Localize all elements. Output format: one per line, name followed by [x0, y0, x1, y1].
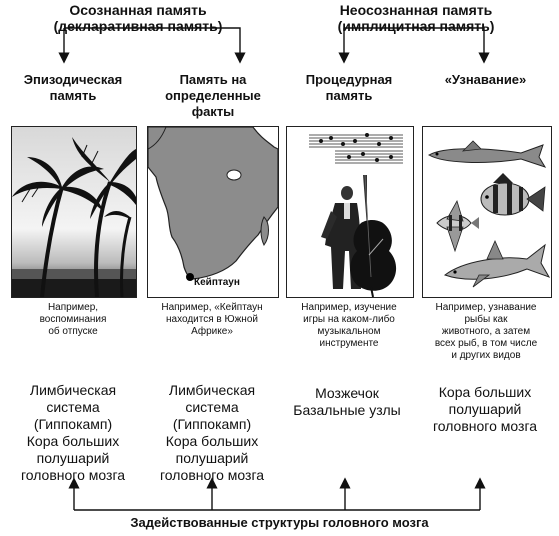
episodic-example: Например, воспоминания об отпуске — [39, 302, 107, 337]
bottom-arrows — [74, 483, 480, 510]
implicit-memory-title: Неосознанная память (имплицитная память) — [337, 2, 495, 34]
procedural-brain-structures: Мозжечок Базальные узлы — [293, 385, 401, 418]
procedural-memory-label: Процедурная память — [305, 72, 393, 103]
africa-map — [147, 126, 279, 298]
palm-trees-photo — [11, 126, 137, 298]
semantic-example: Например, «Кейптаун находится в Южной Африке» — [161, 302, 263, 337]
semantic-memory-label: Память на определенные факты — [165, 72, 261, 119]
double-bass-player — [286, 126, 414, 298]
episodic-memory-label: Эпизодическая память — [23, 72, 123, 103]
procedural-example: Например, изучение игры на каком-либо музыкальном инструменте — [301, 302, 397, 349]
semantic-brain-structures: Лимбическая система (Гиппокамп) Кора больших полушарий головного мозга — [159, 382, 265, 483]
fish-illustration — [422, 126, 552, 298]
episodic-brain-structures: Лимбическая система (Гиппокамп) Кора больших полушарий головного мозга — [20, 382, 126, 483]
brain-structures-caption: Задействованные структуры головного мозга — [130, 515, 429, 530]
recognition-memory-label: «Узнавание» — [444, 72, 527, 87]
cape-town-label: Кейптаун — [194, 277, 240, 288]
recognition-brain-structures: Кора больших полушарий головного мозга — [432, 384, 538, 434]
declarative-memory-title: Осознанная память (декларативная память) — [53, 2, 223, 34]
recognition-example: Например, узнавание рыбы как животного, а затем всех рыб, в том числе и других видов — [434, 302, 538, 361]
